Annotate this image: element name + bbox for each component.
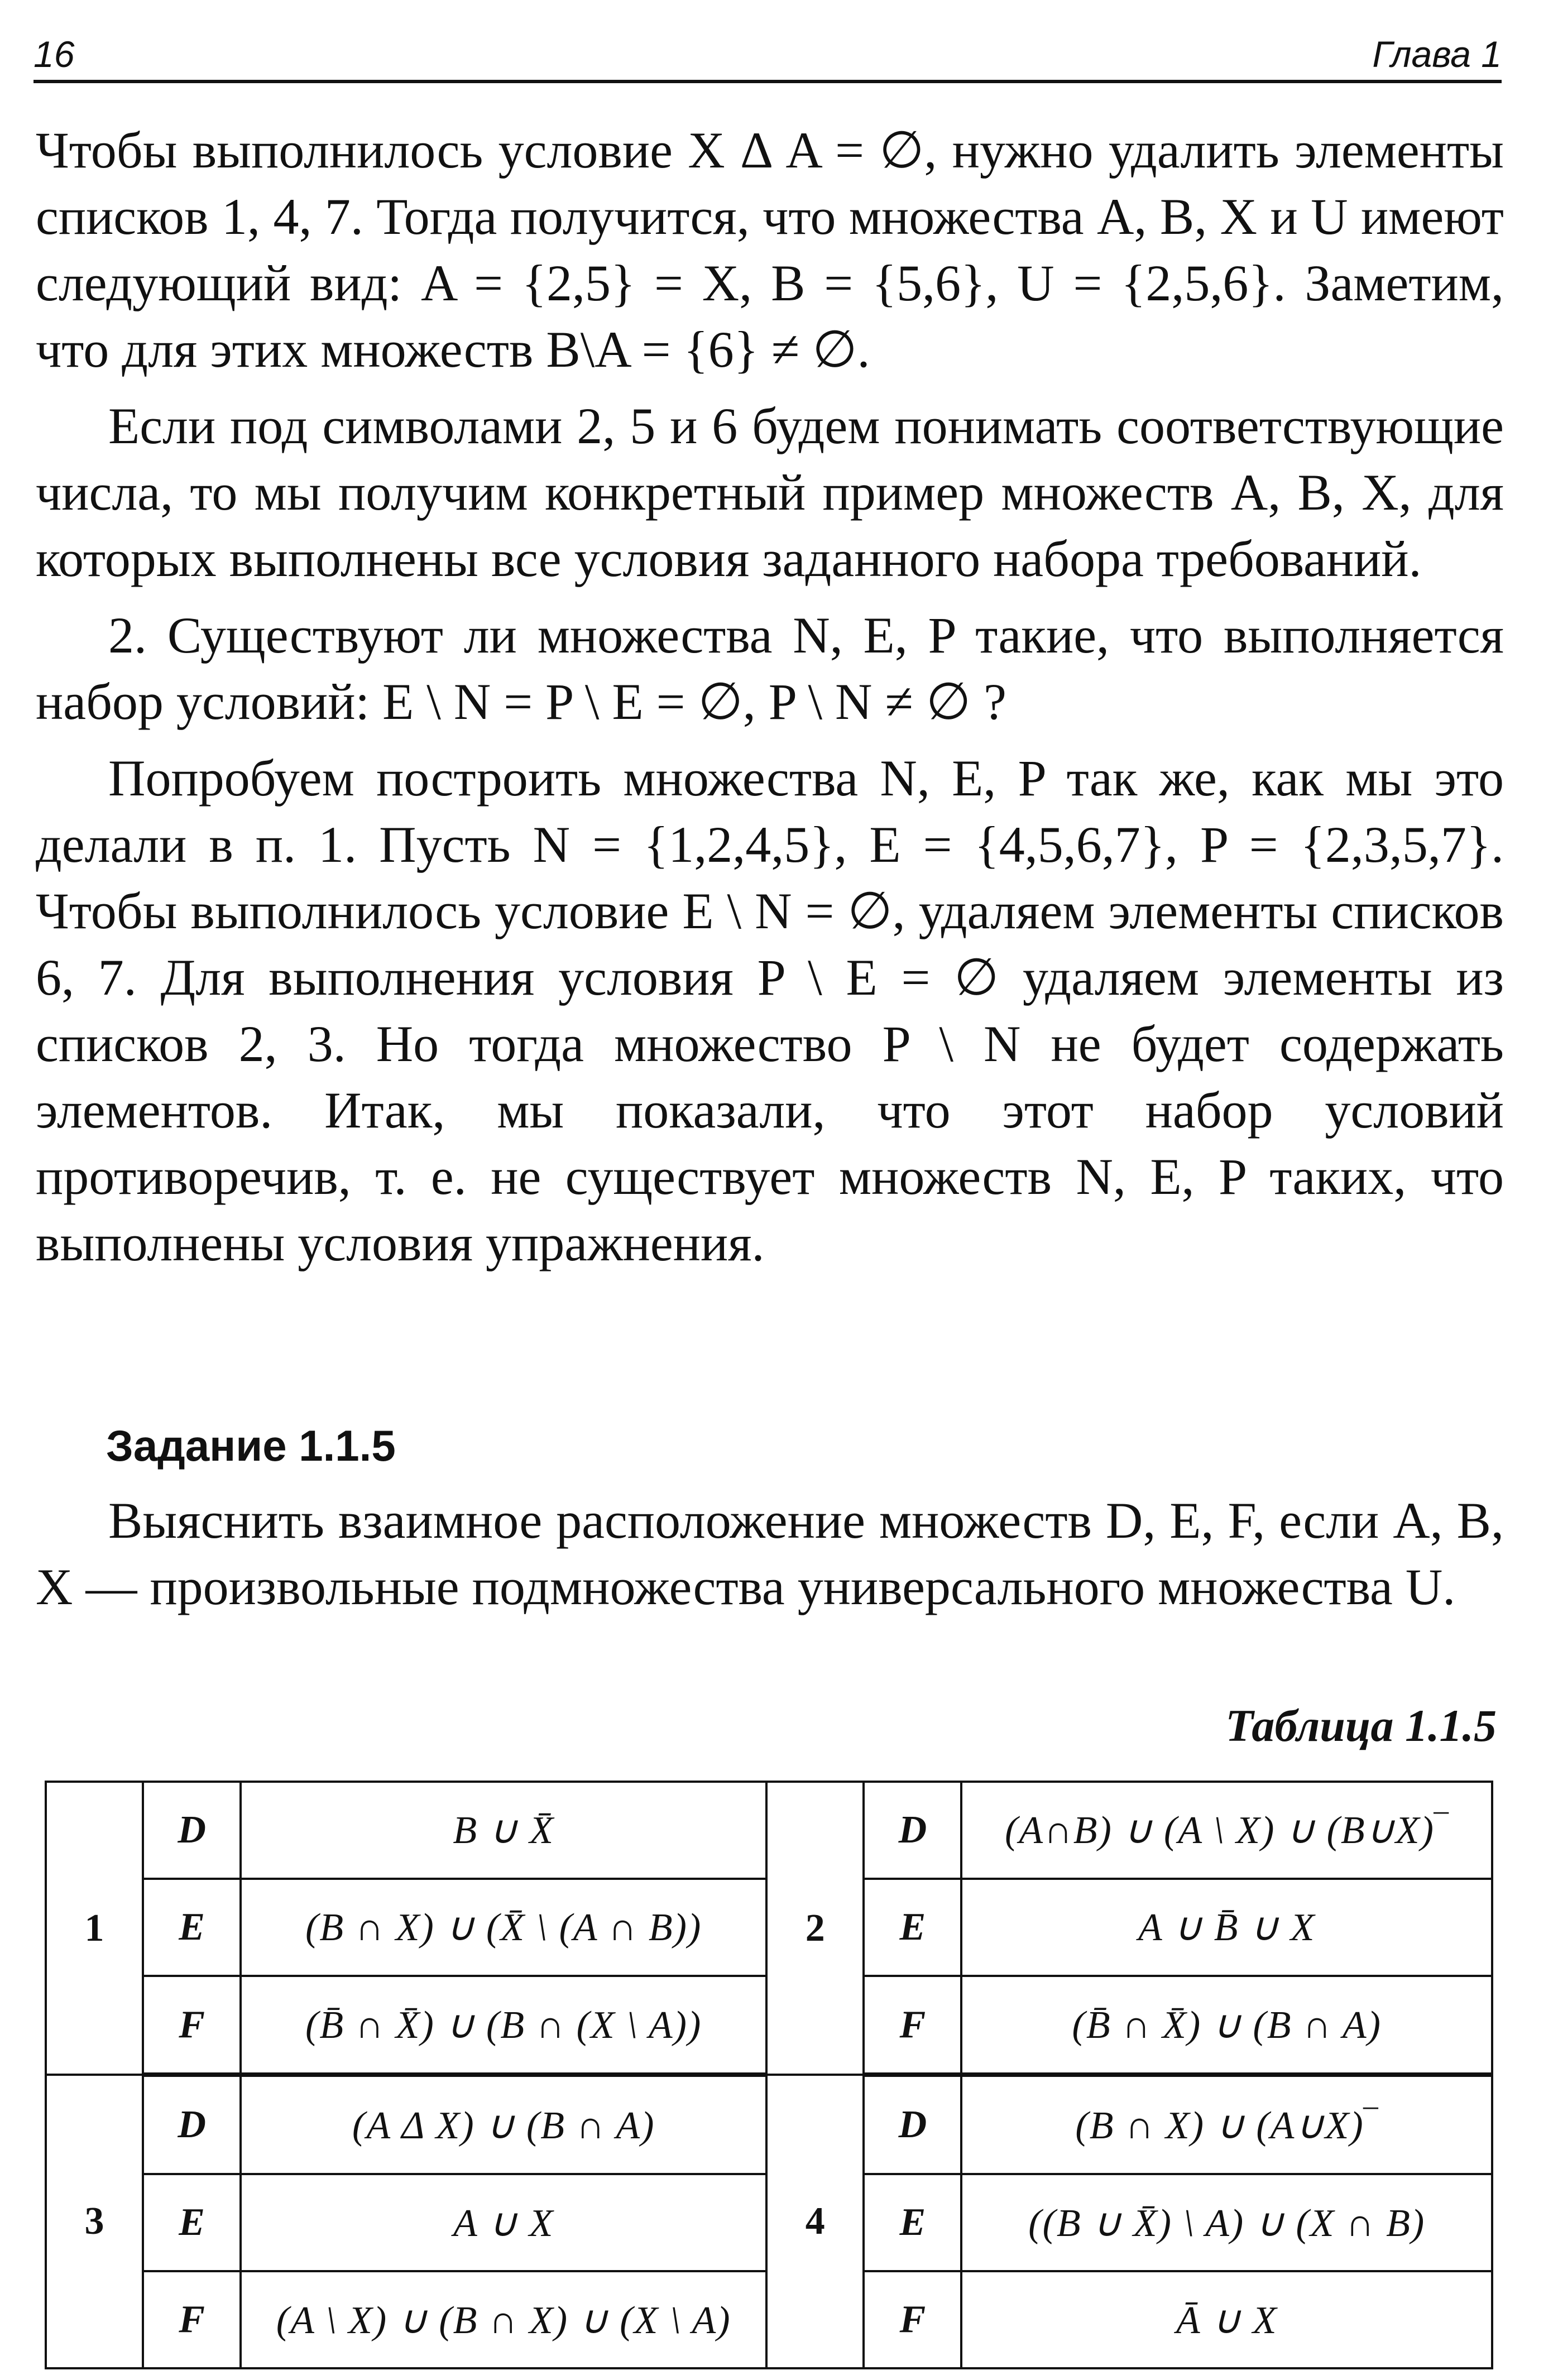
set-expression: B ∪ X̄: [241, 1782, 766, 1879]
task-table: [45, 1781, 1493, 2369]
set-expression: (B ∩ X) ∪ (X̄ \ (A ∩ B)): [241, 1879, 766, 1976]
set-expression: (A Δ X) ∪ (B ∩ A): [241, 2075, 766, 2174]
set-label: F: [864, 2271, 961, 2368]
set-expression: (A \ X) ∪ (B ∩ X) ∪ (X \ A): [241, 2271, 766, 2368]
variant-number: 2: [766, 1782, 864, 2075]
set-label: D: [143, 2075, 241, 2174]
variant-number: 3: [46, 2075, 143, 2368]
set-expression: (B̄ ∩ X̄) ∪ (B ∩ A): [961, 1976, 1492, 2075]
set-label: F: [143, 1976, 241, 2075]
variant-number: 4: [766, 2075, 864, 2368]
set-label: F: [864, 1976, 961, 2075]
task-heading: Задание 1.1.5: [106, 1421, 396, 1470]
set-expression: A ∪ X: [241, 2174, 766, 2271]
set-expression: (A∩B) ∪ (A \ X) ∪ (B∪X)‾: [961, 1782, 1492, 1879]
set-label: E: [143, 2174, 241, 2271]
set-label: E: [143, 1879, 241, 1976]
task-text: [36, 1488, 1504, 1620]
paragraph: 2. Существуют ли множества N, E, P такие, что выполняется набор условий: E \ N = P \ E = ∅, P \ N ≠ ∅ ?: [36, 607, 1504, 730]
set-expression: (B̄ ∩ X̄) ∪ (B ∩ (X \ A)): [241, 1976, 766, 2075]
set-expression: ((B ∪ X̄) \ A) ∪ (X ∩ B): [961, 2174, 1492, 2271]
table-row: [46, 1782, 1492, 1879]
paragraph: Попробуем построить множества N, E, P так же, как мы это делали в п. 1. Пусть N = {1,2,4,5}, E = {4,5,6,7}, P = {2,3,5,7}. Чтобы выполнилось условие E \ N = ∅, удаляем элементы списков 6, 7. Для выполнения условия P \ E = ∅ удаляем элементы из списков 2, 3. Но тогда множество P \ N не будет содержать элементов. Итак, мы показали, что этот набор условий противоречив, т. е. не существует множеств N, E, P таких, что выполнены условия упражнения.: [36, 750, 1504, 1271]
set-label: D: [864, 1782, 961, 1879]
body-text: [36, 117, 1504, 1287]
task-paragraph: Выяснить взаимное расположение множеств D, E, F, если A, B, X — произвольные подмножества универсального множества U.: [36, 1492, 1504, 1615]
set-expression: A ∪ B̄ ∪ X: [961, 1879, 1492, 1976]
chapter-title: Глава 1: [1372, 33, 1502, 75]
page-header: [33, 22, 1502, 83]
set-expression: Ā ∪ X: [961, 2271, 1492, 2368]
set-label: D: [864, 2075, 961, 2174]
paragraph: Если под символами 2, 5 и 6 будем понимать соответствующие числа, то мы получим конкретный пример множеств A, B, X, для которых выполнены все условия заданного набора требований.: [36, 397, 1504, 587]
table-row: [46, 2075, 1492, 2174]
set-expression: (B ∩ X) ∪ (A∪X)‾: [961, 2075, 1492, 2174]
set-label: E: [864, 2174, 961, 2271]
table-caption: Таблица 1.1.5: [1225, 1700, 1497, 1751]
set-label: D: [143, 1782, 241, 1879]
page-number: 16: [33, 33, 75, 75]
set-label: E: [864, 1879, 961, 1976]
paragraph: Чтобы выполнилось условие X Δ A = ∅, нужно удалить элементы списков 1, 4, 7. Тогда получится, что множества A, B, X и U имеют следующий вид: A = {2,5} = X, B = {5,6}, U = {2,5,6}. Заметим, что для этих множеств B\A = {6} ≠ ∅.: [36, 122, 1504, 378]
variant-number: 1: [46, 1782, 143, 2075]
set-label: F: [143, 2271, 241, 2368]
